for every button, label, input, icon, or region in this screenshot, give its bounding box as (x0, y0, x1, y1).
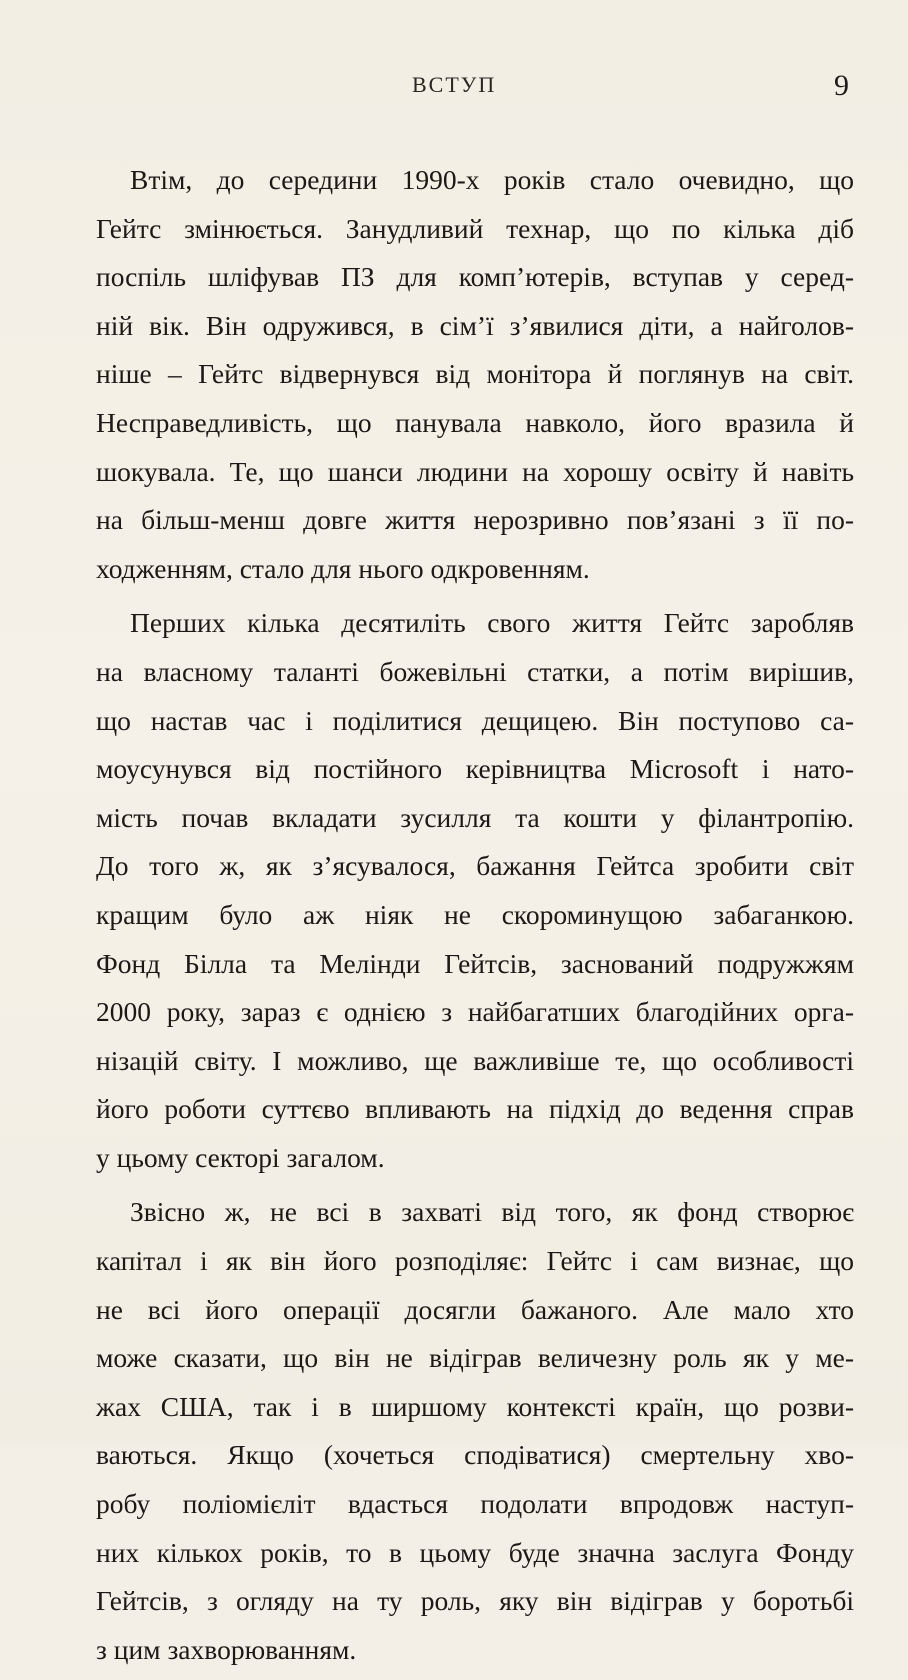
text-line: робу поліомієліт вдасться подолати впродовж наступ- (96, 1488, 854, 1520)
text-line: з цим захворюванням. (96, 1633, 357, 1665)
section-title: ВСТУП (412, 72, 497, 97)
text-line: нізацій світу. І можливо, ще важливіше те, що особливості (96, 1044, 854, 1076)
text-line: ній вік. Він одружився, в сім’ї з’явилися діти, а найголов- (96, 309, 854, 341)
text-line: у цьому секторі загалом. (96, 1141, 385, 1173)
text-line: поспіль шліфував ПЗ для комп’ютерів, вступав у серед- (96, 261, 854, 293)
text-line: ніше – Гейтс відвернувся від монітора й поглянув на світ. (96, 358, 854, 390)
text-line: До того ж, як з’ясувалося, бажання Гейтса зробити світ (96, 850, 854, 882)
text-line: Перших кілька десятиліть свого життя Гейтс заробляв (130, 607, 854, 639)
text-line: Несправедливість, що панувала навколо, його вразила й (96, 406, 854, 438)
text-line: Звісно ж, не всі в захваті від того, як фонд створює (130, 1196, 854, 1228)
paragraph-1 (96, 156, 854, 593)
text-line: капітал і як він його розподіляє: Гейтс і сам визнає, що (96, 1245, 854, 1277)
text-line: Гейтс змінюється. Занудливий технар, що по кілька діб (96, 212, 854, 244)
text-line: мість почав вкладати зусилля та кошти у філантропію. (96, 801, 854, 833)
text-line: може сказати, що він не відіграв величезну роль як у ме- (96, 1342, 854, 1374)
text-line: ваються. Якщо (хочеться сподіватися) смертельну хво- (96, 1439, 854, 1471)
text-line: Фонд Білла та Мелінди Гейтсів, заснований подружжям (96, 947, 854, 979)
text-line: на власному таланті божевільні статки, а потім вирішив, (96, 655, 854, 687)
text-line: 2000 року, зараз є однією з найбагатших благодійних орга- (96, 996, 854, 1028)
text-line: Втім, до середини 1990-х років стало очевидно, що (130, 164, 854, 195)
text-line: Гейтсів, з огляду на ту роль, яку він відіграв у боротьбі (96, 1585, 854, 1617)
body-text (96, 156, 854, 1680)
running-head (0, 69, 908, 112)
text-line: моусунувся від постійного керівництва Microsoft і нато- (96, 753, 854, 785)
text-line: його роботи суттєво впливають на підхід до ведення справ (96, 1093, 854, 1125)
text-line: на більш-менш довге життя нерозривно пов’язані з її по- (96, 504, 854, 536)
paragraph-3 (96, 1188, 854, 1674)
text-line: жах США, так і в ширшому контексті країн, що розви- (96, 1390, 854, 1422)
text-line: шокувала. Те, що шанси людини на хорошу освіту й навіть (96, 455, 854, 487)
page-number: 9 (834, 69, 849, 102)
paragraph-2 (96, 599, 854, 1182)
text-line: що настав час і поділитися дещицею. Він поступово са- (96, 704, 854, 736)
text-line: не всі його операції досягли бажаного. Але мало хто (96, 1293, 854, 1325)
text-line: ходженням, стало для нього одкровенням. (96, 552, 590, 584)
text-line: кращим було аж ніяк не скороминущою забаганкою. (96, 898, 854, 930)
text-line: них кількох років, то в цьому буде значна заслуга Фонду (96, 1536, 854, 1568)
